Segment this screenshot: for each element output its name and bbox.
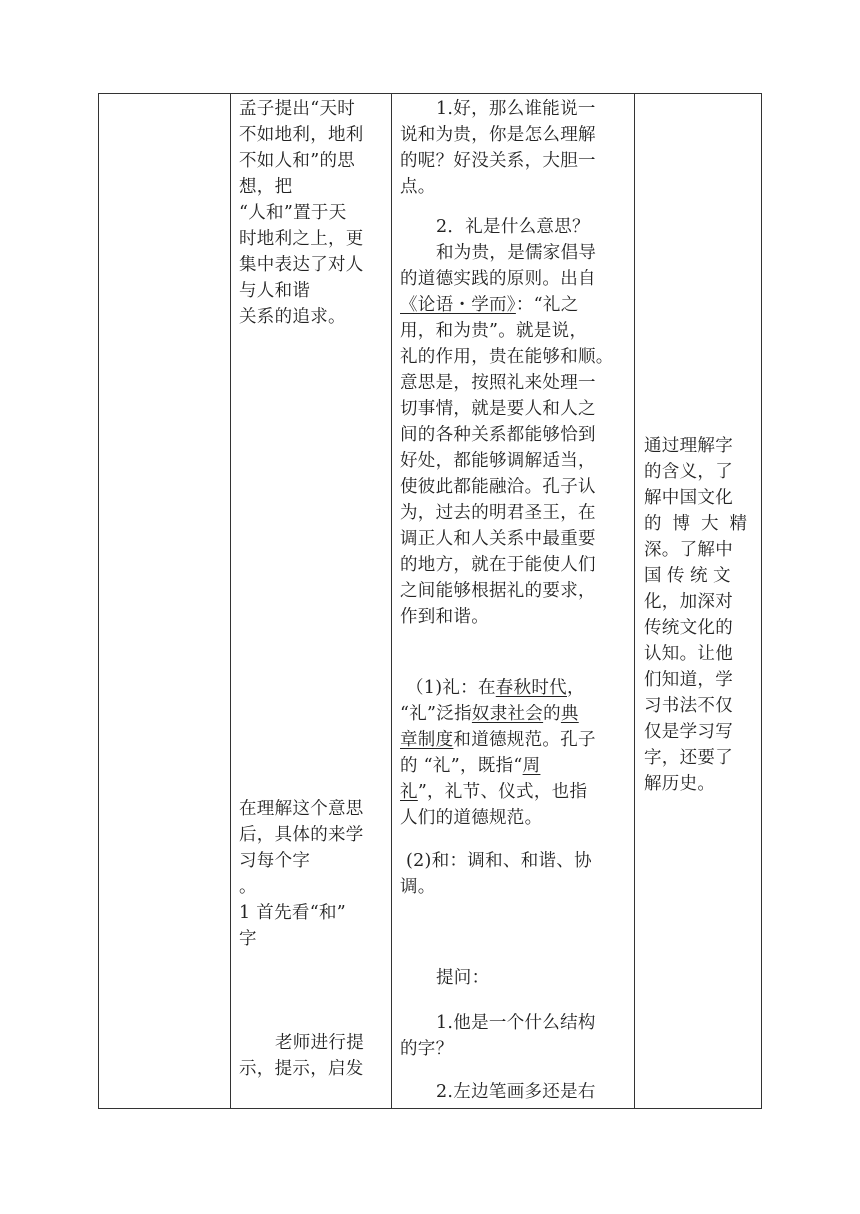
intent-line: 们知道，学: [644, 670, 733, 690]
li-definition-line: （1)礼：在春秋时代，: [406, 678, 585, 698]
teacher-text-line: 示，提示，启发: [239, 1059, 364, 1079]
ask-line: 2.左边笔画多还是右: [436, 1082, 596, 1102]
link-zhouli-2[interactable]: 礼: [400, 782, 418, 802]
teacher-text-line: 时地利之上，更: [239, 229, 364, 249]
he-definition-line: 调。: [400, 877, 436, 897]
teacher-text-line: 孟子提出“天时: [239, 99, 356, 119]
intent-line: 字，还要了: [644, 748, 733, 768]
teacher-text-line: 在理解这个意思: [239, 799, 364, 819]
explanation-line: 作到和谐。: [400, 607, 489, 627]
explanation-line: 之间能够根据礼的要求，: [400, 581, 596, 601]
teacher-text-line: 后，具体的来学: [239, 825, 364, 845]
lesson-table: [98, 93, 762, 1109]
intent-line: 的博大精: [644, 514, 758, 534]
intent-line: 认知。让他: [644, 644, 733, 664]
teacher-text-line: “人和”置于天: [239, 203, 347, 223]
teacher-text-line: 1 首先看“和”: [239, 903, 346, 923]
intent-line: 解历史。: [644, 774, 716, 794]
teacher-text-line: 不如地利，地利: [239, 125, 364, 145]
teacher-text-line: 与人和谐: [239, 281, 311, 301]
ask-line: 1.他是一个什么结构: [436, 1013, 596, 1033]
explanation-line: 的道德实践的原则。出自: [400, 269, 596, 289]
intent-line: 的含义，了: [644, 462, 733, 482]
intent-line: 仅是学习写: [644, 722, 733, 742]
explanation-line: 的地方，就在于能使人们: [400, 555, 596, 575]
explanation-line: 调正人和人关系中最重要: [400, 529, 596, 549]
intent-line: 习书法不仅: [644, 696, 733, 716]
explanation-line: 切事情，就是要人和人之: [400, 399, 596, 419]
li-definition-line: 人们的道德规范。: [400, 808, 543, 828]
intent-line: 解中国文化: [644, 488, 733, 508]
ask-line: 的字？: [400, 1039, 454, 1059]
intent-line: 化，加深对: [644, 592, 733, 612]
question-line: 点。: [400, 177, 436, 197]
question-heading: 2．礼是什么意思？: [436, 217, 590, 237]
ask-heading: 提问：: [436, 968, 490, 988]
li-definition-line: 礼”，礼节、仪式，也指: [400, 782, 588, 802]
explanation-line: 使彼此都能融洽。孔子认: [400, 477, 596, 497]
link-slave-society[interactable]: 奴隶社会: [471, 704, 544, 724]
question-line: 说和为贵，你是怎么理解: [400, 125, 596, 145]
intent-line: 通过理解字: [644, 436, 733, 456]
question-line: 1.好，那么谁能说一: [436, 99, 596, 119]
explanation-line: 间的各种关系都能够恰到: [400, 425, 596, 445]
teacher-text-line: 关系的追求。: [239, 307, 346, 327]
li-definition-line: 的 “礼”，既指“周: [400, 756, 541, 776]
explanation-line: 意思是，按照礼来处理一: [400, 373, 596, 393]
teacher-text-line: 老师进行提: [275, 1033, 364, 1053]
teacher-text-line: 不如人和”的思: [239, 151, 356, 171]
cell-teacher-activity: [231, 94, 391, 1108]
teacher-text-line: 字: [239, 929, 257, 949]
question-line: 的呢？好没关系，大胆一: [400, 151, 596, 171]
link-chunqiu[interactable]: 春秋时代: [495, 678, 567, 698]
intent-line: 传统文化的: [644, 618, 733, 638]
explanation-source: 《论语・学而》：“礼之: [400, 295, 579, 315]
li-definition-line: “礼”泛指奴隶社会的典: [400, 704, 579, 724]
link-dianzhang-2[interactable]: 章制度: [400, 730, 454, 750]
intent-line: 深。了解中: [644, 540, 733, 560]
teacher-text-line: 想，把: [239, 177, 293, 197]
source-book-link[interactable]: 《论语・学而》: [400, 295, 516, 315]
li-definition-line: 章制度和道德规范。孔子: [400, 730, 596, 750]
link-dianzhang[interactable]: 典: [560, 704, 579, 724]
explanation-line: 为，过去的明君圣王，在: [400, 503, 596, 523]
explanation-line: 用，和为贵”。就是说，: [400, 321, 588, 341]
explanation-line: 和为贵，是儒家倡导: [436, 243, 597, 263]
teacher-text-line: 集中表达了对人: [239, 255, 364, 275]
explanation-line: 礼的作用，贵在能够和顺。: [400, 347, 614, 367]
teacher-text-line: 习每个字: [239, 851, 311, 871]
he-definition-line: (2)和：调和、和谐、协: [406, 851, 592, 871]
cell-stage: [99, 94, 230, 1108]
teacher-text-line: 。: [239, 877, 257, 897]
intent-line: 国传统文: [644, 566, 736, 586]
cell-student-activity: [392, 94, 634, 1108]
cell-design-intent: [635, 94, 763, 1108]
explanation-line: 好处，都能够调解适当，: [400, 451, 596, 471]
link-zhouli[interactable]: 周: [522, 756, 541, 776]
